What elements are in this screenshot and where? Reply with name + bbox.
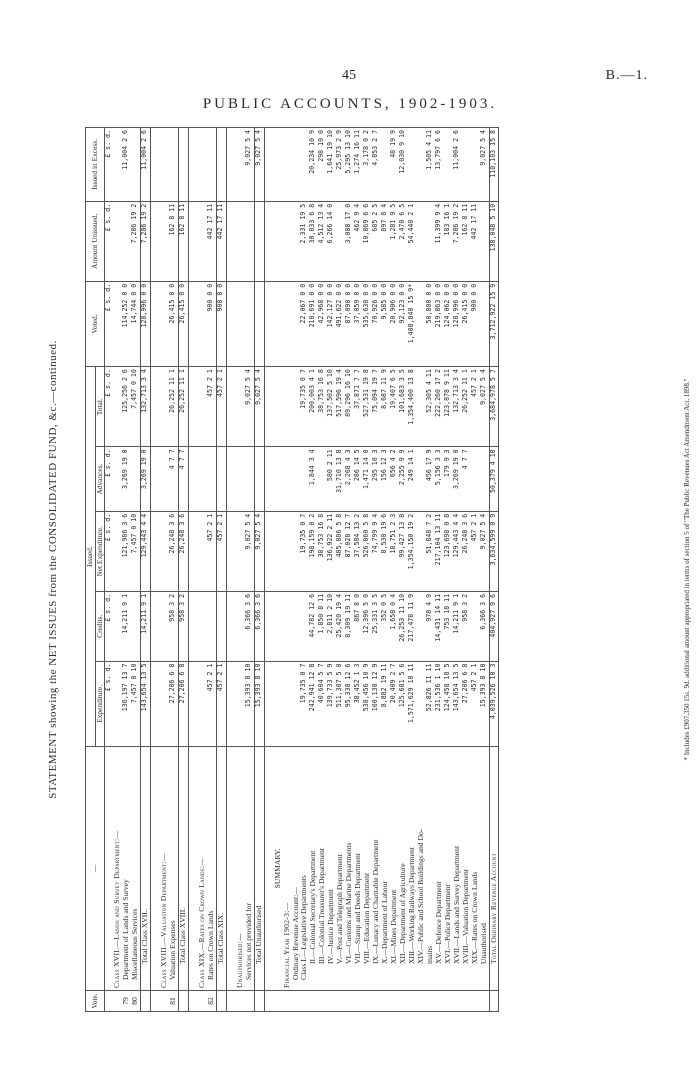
summary-cell-cred: 958 3 2 [462,591,471,661]
summary-cell-net: 18,751 2 3 [390,511,399,591]
summary-cell-adv: 2,255 9 9 [399,447,408,511]
summary-cell-total: 132,713 3 4 [453,367,462,447]
summary-row-label: Unauthorised [480,747,489,991]
summary-cell-exp: 511,307 5 0 [336,661,345,746]
summary-cell-excess: 12,030 9 10 [399,128,408,202]
summary-rows [300,128,489,1012]
units-label: £ s. d. [105,511,113,591]
summary-cell-cred: 217,478 11 9 [408,591,417,661]
summary-cell-total: 9,027 5 4 [480,367,489,447]
statement-table [85,127,499,1012]
summary-cell-excess: 13,797 6 6 [435,128,444,202]
summary-cell-adv: 295 10 3 [372,447,381,511]
col-amount-unissued: Amount Unissued. [86,201,105,281]
summary-cell-unissued: 30,833 6 8 [309,201,318,281]
summary-row-label: XIX.—Rates on Crown Lands [471,747,480,991]
summary-cell-excess: 25,973 2 9 [336,128,345,202]
units-label: £ s. d. [105,447,113,511]
summary-cell-unissued: 2,470 6 5 [399,201,408,281]
units-label: £ s. d. [105,281,113,366]
table-row [471,128,480,1012]
col-expenditure: Expenditure. [95,661,105,746]
section-heading [160,128,169,1012]
col-vote: Vote. [86,991,105,1012]
summary-heading: SUMMARY. [274,747,283,991]
summary-cell-unissued: 7,286 19 2 [453,201,462,281]
financial-year-label: Financial Year 1902-3:— [283,747,292,991]
summary-cell-adv: 156 12 3 [381,447,390,511]
summary-cell-adv: 456 17 9 [426,447,435,511]
summary-cell-excess: 298 10 0 [318,128,327,202]
summary-cell-cred: 1,850 8 11 [318,591,327,661]
summary-cell-voted: 70,926 0 0 [372,281,381,366]
summary-cell-net: 8,530 19 6 [381,511,390,591]
summary-row-label: VII.—Stamp and Deeds Department [354,747,363,991]
summary-cell-total: 517,596 19 4 [336,367,345,447]
summary-cell-adv: 286 14 5 [354,447,363,511]
summary-cell-exp: 242,941 12 8 [309,661,318,746]
summary-cell-voted: 210,691 0 0 [309,281,318,366]
summary-row-label: X.—Department of Labour [381,747,390,991]
summary-cell-exp: 538,456 10 9 [363,661,372,746]
summary-cell-excess: 3,178 0 2 [363,128,372,202]
class18-heading: Class XVIII.—Valuation Department:— [160,747,169,991]
summary-cell-voted: 219,863 0 0 [435,281,444,366]
page-header [0,0,700,120]
summary-cell-unissued: 183 16 1 [444,201,453,281]
summary-cell-total: 37,871 7 7 [354,367,363,447]
units-label: £ s. d. [105,591,113,661]
summary-cell-net: 198,159 0 2 [309,511,318,591]
col-advances: Advances. [95,447,105,511]
summary-cell-adv: 4 7 7 [462,447,471,511]
summary-row-label: V.—Post and Telegraph Department [336,747,345,991]
summary-cell-cred: 2,811 2 10 [327,591,336,661]
summary-cell-net: 37,584 13 2 [354,511,363,591]
summary-cell-net: 87,028 12 7 [345,511,354,591]
summary-row-label: XIII.—Working Railways Department [408,747,417,991]
summary-cell-net: 74,799 9 4 [372,511,381,591]
table-row [426,128,435,1012]
summary-cell-net: 26,248 3 6 [462,511,471,591]
table-row [372,128,381,1012]
summary-cell-excess: 11,004 2 6 [453,128,462,202]
summary-cell-adv: 3,269 19 0 [453,447,462,511]
summary-cell-unissued: 897 8 4 [381,201,390,281]
summary-cell-total: 200,003 4 1 [309,367,318,447]
summary-row-label: XIV.—Public and School Buildings and Do- [417,747,426,991]
summary-cell-net: 123,698 0 8 [444,511,453,591]
summary-cell-adv: 31,710 13 8 [336,447,345,511]
summary-cell-excess: 4,853 2 7 [372,128,381,202]
units-label: £ s. d. [105,367,113,447]
col-voted: Voted. [86,281,105,366]
summary-cell-voted: 1,408,840 15 9* [408,281,417,366]
summary-cell-excess: 1,274 16 11 [354,128,363,202]
summary-cell-total: 527,531 19 8 [363,367,372,447]
summary-cell-excess: 1,505 4 11 [426,128,435,202]
summary-cell-net: 457 2 1 [471,511,480,591]
units-label: £ s. d. [105,661,113,746]
summary-cell-exp: 20,409 2 7 [390,661,399,746]
summary-cell-voted [480,281,489,366]
summary-row-label: VIII.—Education Department [363,747,372,991]
total-row: Total Class XVII.. 143,654 13 5 14,211 9 1 129,443 4 4 3,269 19 0 132,713 3 4 128,996 0 0 7,286 19 2 11,004 2 6 [141,128,151,1012]
summary-row-label: VI.—Customs and Marine Departments [345,747,354,991]
footnote: * Includes £907,350 15s. 9d. additional amount appropriated in terms of section 5 of "The Public Revenues Act Amendment Act, 1898." [683,378,691,761]
summary-cell-exp: 95,338 12 6 [345,661,354,746]
summary-cell-unissued: 11,399 9 4 [435,201,444,281]
summary-row-label: XV.—Defence Department [435,747,444,991]
summary-cell-unissued: 10,869 6 6 [363,201,372,281]
summary-cell-adv [480,447,489,511]
summary-row-label: IV.—Justice Department [327,747,336,991]
summary-cell-adv: 179 9 3 [444,447,453,511]
summary-cell-cred: 26,253 11 10 [399,591,408,661]
col-issued-in-excess: Issued in Excess. [86,128,105,202]
summary-cell-exp: 457 2 1 [471,661,480,746]
summary-cell-cred: 25,331 3 5 [372,591,381,661]
summary-cell-total: 8,687 11 9 [381,367,390,447]
summary-cell-adv: 656 4 2 [390,447,399,511]
col-credits: Credits. [95,591,105,661]
summary-cell-voted: 142,127 0 0 [327,281,336,366]
total-row: Total Class XVIII. 27,206 6 8 958 3 2 26,248 3 6 4 7 7 26,252 11 1 26,415 0 0 162 8 11 [178,128,188,1012]
summary-cell-total: 137,502 5 10 [327,367,336,447]
summary-cell-adv: 580 2 11 [327,447,336,511]
col-total: Total. [95,367,105,447]
summary-cell-total: 38,753 16 8 [318,367,327,447]
class19-heading: Class XIX.—Rates on Crown Lands:— [198,747,207,991]
summary-cell-voted: 37,059 0 0 [354,281,363,366]
summary-cell-total: 19,735 0 7 [300,367,309,447]
summary-cell-net: 19,735 0 7 [300,511,309,591]
summary-cell-unissued: 2,331 19 5 [300,201,309,281]
summary-cell-exp: 27,206 6 8 [462,661,471,746]
ordinary-revenue-label: Ordinary Revenue Account:— [292,747,301,991]
summary-cell-voted: 26,415 0 0 [462,281,471,366]
summary-cell-exp: 15,393 8 10 [480,661,489,746]
summary-cell-adv: 1,844 3 4 [309,447,318,511]
class17-heading: Class XVII.—Lands and Survey Department:— [113,747,122,991]
col-description: — [86,747,105,991]
table-row [417,128,426,1012]
summary-row-label: IX.—Lunacy and Charitable Department [372,747,381,991]
summary-cell-adv: 249 14 1 [408,447,417,511]
summary-cell-unissued: 462 9 4 [354,201,363,281]
summary-cell-unissued: 4,512 13 4 [318,201,327,281]
summary-cell-cred: 753 18 11 [444,591,453,661]
summary-cell-net: 526,060 5 8 [363,511,372,591]
summary-cell-excess: 1,641 19 10 [327,128,336,202]
summary-cell-exp: 139,733 5 9 [327,661,336,746]
table-row: 79 Department of Lands and Survey 136,197 13 7 14,211 9 1 121,986 3 6 3,269 19 0 125,256 2 6 114,252 0 0 11,004 2 6 [122,128,131,1012]
summary-cell-unissued: 442 17 11 [471,201,480,281]
summary-cell-exp: 1,571,629 10 11 [408,661,417,746]
total-row: Total Unauthorised 15,393 8 10 6,366 3 6 9,027 5 4 9,027 5 4 9,027 5 4 [254,128,264,1012]
summary-cell-voted: 900 0 0 [471,281,480,366]
summary-cell-exp: 52,826 11 11 [426,661,435,746]
summary-cell-excess [462,128,471,202]
summary-cell-voted: 87,090 0 0 [345,281,354,366]
section-heading [236,128,245,1012]
summary-cell-voted: 124,062 0 0 [444,281,453,366]
summary-cell-exp: 38,452 1 3 [354,661,363,746]
summary-cell-cred: 867 8 0 [354,591,363,661]
summary-cell-unissued [480,201,489,281]
summary-cell-excess: 48 19 9 [390,128,399,202]
table-row: Services not provided for 15,393 8 10 6,366 3 6 9,027 5 4 9,027 5 4 9,027 5 4 [245,128,254,1012]
summary-cell-excess: 9,027 5 4 [480,128,489,202]
summary-cell-exp: 40,604 5 7 [318,661,327,746]
summary-row-label: XI.—Mines Department [390,747,399,991]
summary-cell-unissued: 162 8 11 [462,201,471,281]
summary-cell-unissued: 1,281 9 5 [390,201,399,281]
summary-row-label: XVII.—Lands and Survey Department [453,747,462,991]
summary-fy-row [283,128,292,1012]
summary-cell-voted: 128,996 0 0 [453,281,462,366]
summary-row-label: Class I.—Legislative Departments [300,747,309,991]
summary-cell-voted: 20,906 0 0 [390,281,399,366]
summary-cell-total: 457 2 1 [471,367,480,447]
summary-cell-total: 75,094 19 7 [372,367,381,447]
summary-cell-exp: 100,130 12 9 [372,661,381,746]
summary-row-label: II.—Colonial Secretary's Department [309,747,318,991]
summary-cell-exp: 8,882 19 11 [381,661,390,746]
table-row [381,128,390,1012]
summary-cell-total: 89,296 16 10 [345,367,354,447]
page-reference: B.—1. [605,68,648,83]
summary-cell-excess [408,128,417,202]
page-title: PUBLIC ACCOUNTS, 1902-1903. [202,96,498,112]
summary-cell-unissued [417,201,426,281]
summary-heading-row [274,128,283,1012]
table-row [318,128,327,1012]
page-number: 45 [342,68,356,83]
summary-cell-net: 136,922 2 11 [327,511,336,591]
summary-cell-excess: 20,234 10 9 [309,128,318,202]
summary-cell-net: 485,886 5 8 [336,511,345,591]
summary-cell-cred: 6,366 3 6 [480,591,489,661]
summary-row-label: III.—Colonial Treasurer's Department [318,747,327,991]
summary-cell-net: 9,027 5 4 [480,511,489,591]
summary-cell-voted: 22,067 0 0 [300,281,309,366]
summary-cell-cred: 14,431 14 11 [435,591,444,661]
table-row [480,128,489,1012]
table-row: 82 Rates on Crown Lands 457 2 1 457 2 1 457 2 1 900 0 0 442 17 11 [207,128,216,1012]
summary-cell-net: 51,848 7 2 [426,511,435,591]
summary-cell-cred: 12,396 5 0 [363,591,372,661]
col-issued: Issued. [86,367,96,747]
table-row [435,128,444,1012]
summary-cell-voted: 491,622 0 0 [336,281,345,366]
summary-cell-unissued: 54,440 2 1 [408,201,417,281]
summary-cell-total: 1,354,400 13 8 [408,367,417,447]
summary-cell-exp: 19,735 0 7 [300,661,309,746]
summary-cell-unissued: 6,266 14 0 [327,201,336,281]
summary-cell-cred: 14,211 9 1 [453,591,462,661]
summary-cell-total: 26,252 11 1 [462,367,471,447]
summary-cell-total: 123,878 9 11 [444,367,453,447]
grand-total-row: Total Ordinary Revenue Account 4,039,526 10 3 404,927 9 6 3,634,599 0 9 50,379 4 10 3,684,978 5 7 3,712,922 15 9 138,048 5 10 110,103 15 8 [489,128,499,1012]
summary-cell-voted: 92,123 0 0 [399,281,408,366]
summary-cell-exp: 143,654 13 5 [453,661,462,746]
table-row: 81 Valuation Expenses 27,206 6 8 958 3 2 26,248 3 6 4 7 7 26,252 11 1 26,415 0 0 162 8 11 [169,128,178,1012]
summary-cell-total: 222,260 17 2 [435,367,444,447]
table-row: 80 Miscellaneous Services 7,457 0 10 7,457 0 10 7,457 0 10 14,744 0 0 7,286 19 2 [131,128,140,1012]
rotated-statement [47,127,691,1012]
summary-row-label: mains [426,747,435,991]
summary-cell-voted: 42,968 0 0 [318,281,327,366]
summary-cell-unissued: 685 2 5 [372,201,381,281]
summary-cell-exp: 124,458 18 5 [444,661,453,746]
summary-cell-cred: 1,658 0 4 [390,591,399,661]
summary-cell-total: 19,407 6 5 [390,367,399,447]
summary-cell-adv: 1,471 14 0 [363,447,372,511]
summary-cell-voted: 9,585 0 0 [381,281,390,366]
summary-cell-excess: 5,295 13 10 [345,128,354,202]
summary-cell-cred: 25,420 19 4 [336,591,345,661]
summary-cell-cred: 978 4 9 [426,591,435,661]
summary-cell-exp: 231,536 1 10 [435,661,444,746]
units-label: £ s. d. [105,201,113,281]
summary-cell-adv: 5,156 3 3 [435,447,444,511]
summary-cell-net: 129,443 4 4 [453,511,462,591]
summary-cell-total: 101,683 3 5 [399,367,408,447]
section-heading [198,128,207,1012]
summary-cell-unissued: 3,088 17 0 [345,201,354,281]
summary-cell-voted: 50,800 0 0 [426,281,435,366]
summary-cell-net: 38,753 16 8 [318,511,327,591]
unauthorised-heading: Unauthorised:— [236,747,245,991]
summary-cell-total: 52,305 4 11 [426,367,435,447]
summary-cell-net: 1,354,150 19 2 [408,511,417,591]
summary-cell-net: 217,104 13 11 [435,511,444,591]
total-row: Total Class XIX. 457 2 1 457 2 1 457 2 1 900 0 0 442 17 11 [216,128,226,1012]
summary-row-label: XII.—Department of Agriculture [399,747,408,991]
statement-caption: STATEMENT showing the NET ISSUES from the CONSOLIDATED FUND, &c.—continued. [47,340,59,799]
summary-cell-cred: 8,309 19 11 [345,591,354,661]
summary-cell-cred: 44,782 12 6 [309,591,318,661]
summary-cell-exp: 125,681 5 6 [399,661,408,746]
summary-cell-net: 99,427 13 8 [399,511,408,591]
summary-cell-voted: 535,630 0 0 [363,281,372,366]
summary-cell-adv: 2,268 4 3 [345,447,354,511]
col-net-expenditure: Net Expenditure. [95,511,105,591]
units-label: £ s. d. [105,128,113,202]
summary-row-label: XVI.—Police Department [444,747,453,991]
summary-cell-adv [471,447,480,511]
summary-cell-cred: 352 0 5 [381,591,390,661]
summary-row-label: XVIII.—Valuation Department [462,747,471,991]
